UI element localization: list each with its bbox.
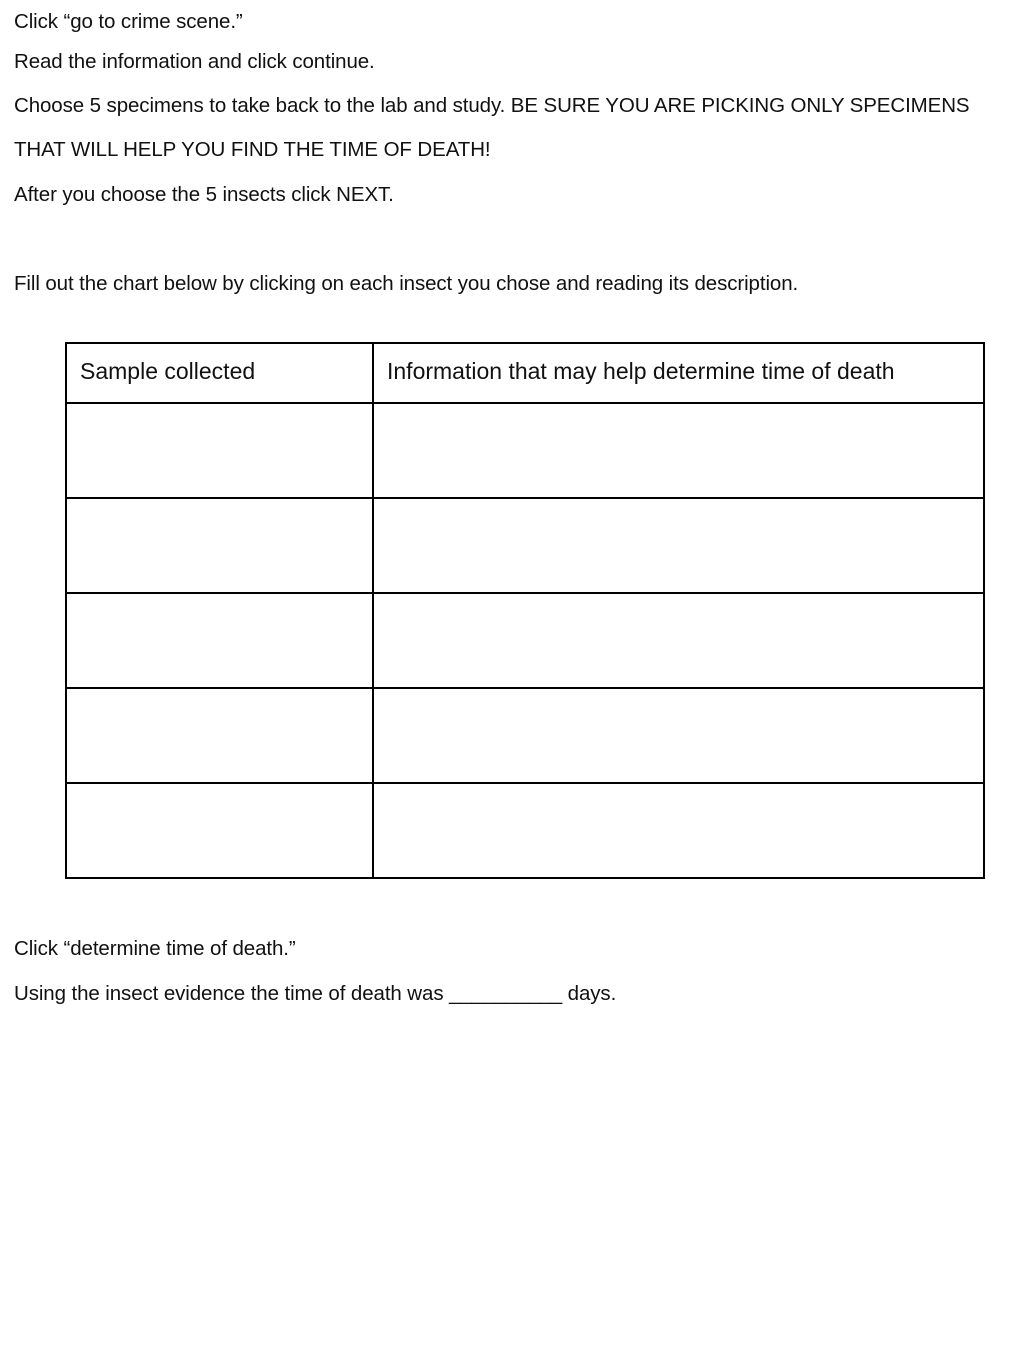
time-of-death-answer-line: Using the insect evidence the time of death was __________ days. bbox=[14, 982, 617, 1005]
sample-cell[interactable] bbox=[66, 783, 373, 878]
table-row bbox=[66, 593, 984, 688]
sample-cell[interactable] bbox=[66, 498, 373, 593]
instruction-go-to-crime-scene: Click “go to crime scene.” bbox=[14, 10, 243, 33]
info-cell[interactable] bbox=[373, 498, 984, 593]
table-row bbox=[66, 498, 984, 593]
header-information: Information that may help determine time of death bbox=[373, 343, 984, 403]
header-sample-collected: Sample collected bbox=[66, 343, 373, 403]
instruction-determine-time-of-death: Click “determine time of death.” bbox=[14, 937, 296, 960]
sample-cell[interactable] bbox=[66, 403, 373, 498]
table-row bbox=[66, 783, 984, 878]
table-row bbox=[66, 688, 984, 783]
sample-cell[interactable] bbox=[66, 593, 373, 688]
instruction-read-info: Read the information and click continue. bbox=[14, 50, 375, 73]
info-cell[interactable] bbox=[373, 593, 984, 688]
instruction-click-next: After you choose the 5 insects click NEXT. bbox=[14, 183, 394, 206]
specimen-chart bbox=[65, 342, 985, 879]
table-row bbox=[66, 403, 984, 498]
info-cell[interactable] bbox=[373, 688, 984, 783]
info-cell[interactable] bbox=[373, 403, 984, 498]
instruction-fill-chart: Fill out the chart below by clicking on each insect you chose and reading its description. bbox=[14, 272, 799, 295]
sample-cell[interactable] bbox=[66, 688, 373, 783]
chart-header-row bbox=[66, 343, 984, 403]
instruction-choose-specimens: Choose 5 specimens to take back to the lab and study. BE SURE YOU ARE PICKING ONLY SPECIMENS bbox=[14, 94, 970, 117]
instruction-choose-specimens-cont: THAT WILL HELP YOU FIND THE TIME OF DEATH! bbox=[14, 138, 491, 161]
info-cell[interactable] bbox=[373, 783, 984, 878]
